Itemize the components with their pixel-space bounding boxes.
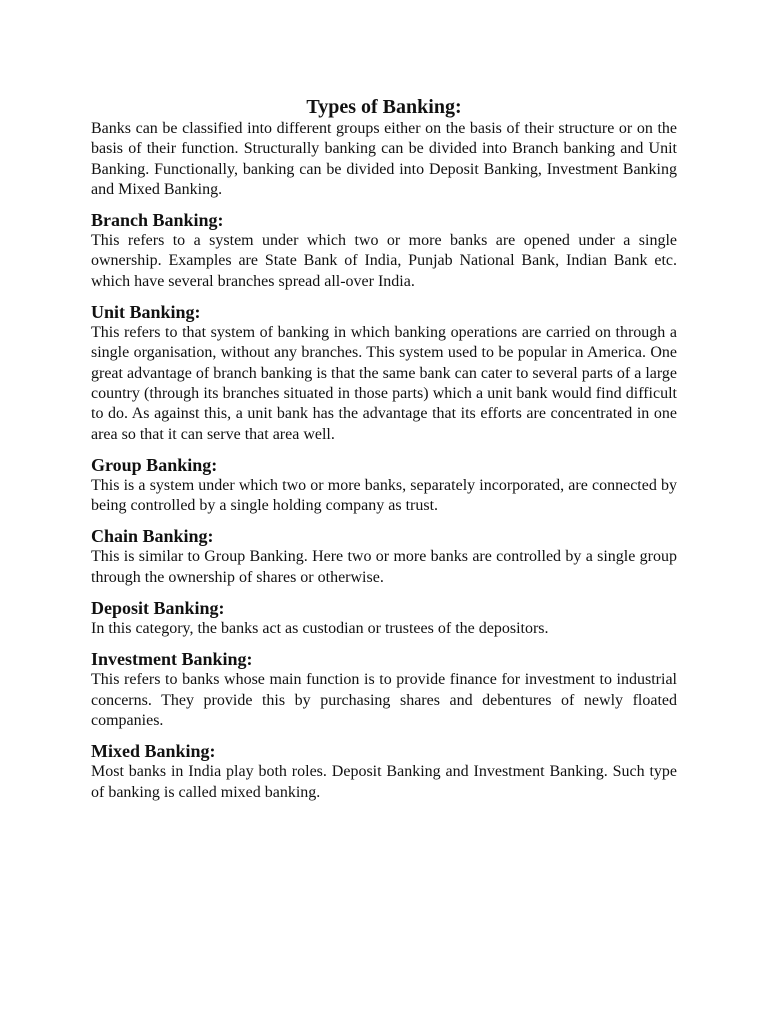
section-body: This refers to a system under which two or more banks are opened under a single ownership. Examples are State Bank of India, Punjab National Bank, Indian Bank etc. which have several branches spread all-over India.: [91, 232, 677, 290]
intro-paragraph: Banks can be classified into different groups either on the basis of their structure or on the basis of their function. Structurally banking can be divided into Branch banking and Unit Banking. Functionally, banking can be divided into Deposit Banking, Investment Banking and Mixed Banking.: [91, 120, 677, 198]
section-body: Most banks in India play both roles. Deposit Banking and Investment Banking. Such type of banking is called mixed banking.: [91, 763, 677, 801]
section-heading: Investment Banking:: [91, 649, 253, 670]
section-deposit-banking: [91, 598, 677, 639]
document-title: Types of Banking:: [306, 96, 462, 118]
section-heading: Deposit Banking:: [91, 598, 225, 619]
section-heading: Mixed Banking:: [91, 741, 216, 762]
section-heading: Branch Banking:: [91, 210, 224, 231]
section-heading: Group Banking:: [91, 454, 218, 475]
section-branch-banking: [91, 210, 677, 292]
section-investment-banking: [91, 649, 677, 731]
section-mixed-banking: [91, 741, 677, 803]
section-heading: Chain Banking:: [91, 526, 214, 547]
section-unit-banking: [91, 302, 677, 445]
document-page: [91, 95, 677, 803]
section-body: This is similar to Group Banking. Here two or more banks are controlled by a single group through the ownership of shares or otherwise.: [91, 548, 677, 586]
section-group-banking: [91, 455, 677, 517]
section-chain-banking: [91, 526, 677, 588]
section-body: This is a system under which two or more banks, separately incorporated, are connected by being controlled by a single holding company as trust.: [91, 476, 677, 515]
section-body: This refers to that system of banking in which banking operations are carried on through a single organisation, without any branches. This system used to be popular in America. One great advantage of branch banking is that the same bank can cater to several parts of a large country (through its branches situated in those parts) which a unit bank would find difficult to do. As against this, a unit bank has the advantage that its efforts are concentrated in one area so that it can serve that area well.: [91, 324, 677, 443]
section-body: In this category, the banks act as custodian or trustees of the depositors.: [91, 620, 549, 638]
section-body: This refers to banks whose main function is to provide finance for investment to industrial concerns. They provide this by purchasing shares and debentures of newly floated companies.: [91, 671, 677, 729]
section-heading: Unit Banking:: [91, 302, 201, 323]
